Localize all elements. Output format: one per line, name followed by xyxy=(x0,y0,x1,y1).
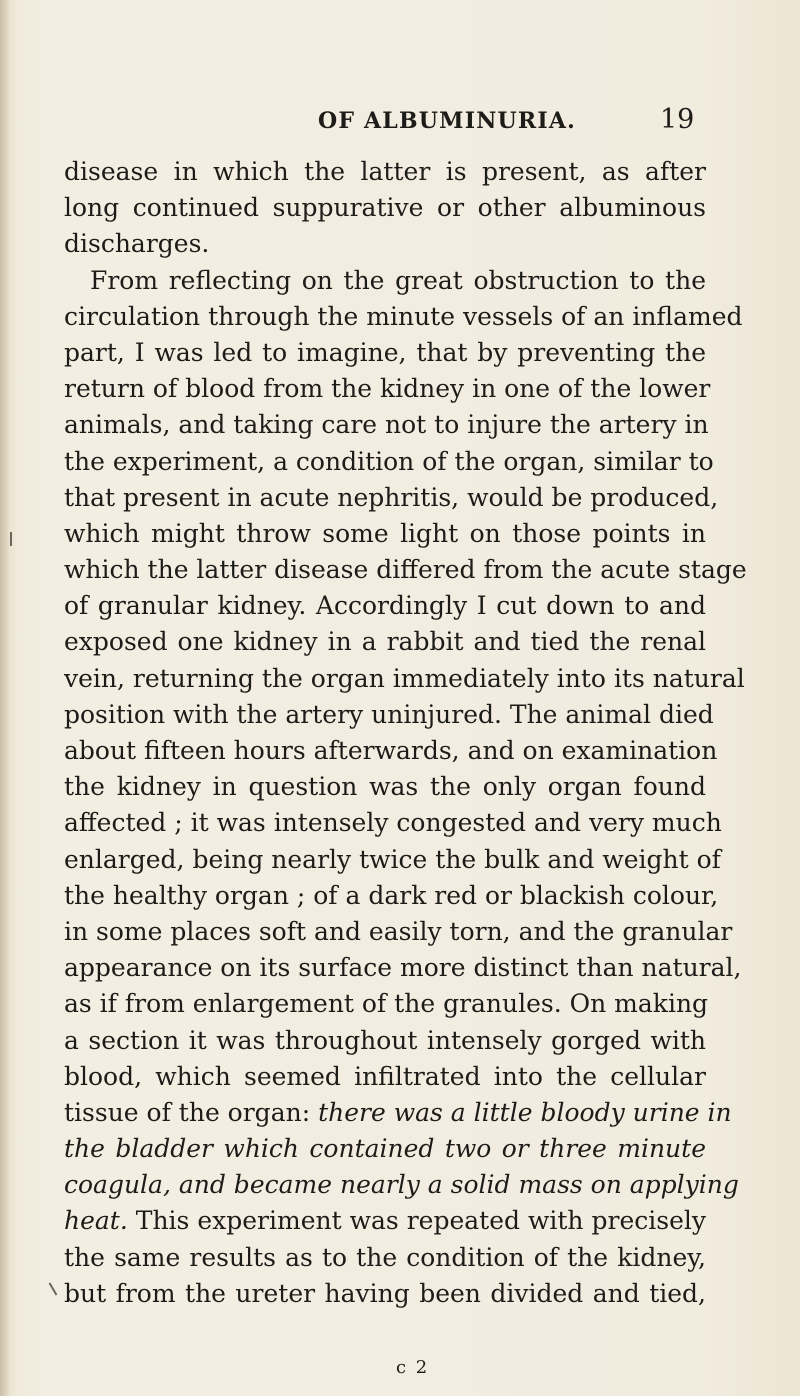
text-line: that present in acute nephritis, would be produced, xyxy=(64,482,719,512)
text-line: a section it was throughout intensely gorged with xyxy=(64,1025,706,1055)
text-line: but from the ureter having been divided and tied, xyxy=(64,1278,706,1308)
page-gutter xyxy=(0,0,10,1396)
text-line: about fifteen hours afterwards, and on examination xyxy=(64,736,718,765)
text-line: as if from enlargement of the granules. On making xyxy=(64,989,709,1019)
text-line: which the latter disease differed from the acute stage xyxy=(64,555,747,585)
italic-text: there was a little bloody urine in xyxy=(318,1097,732,1127)
running-head: OF ALBUMINURIA. xyxy=(318,108,577,134)
text-line: return of blood from the kidney in one of the lower xyxy=(64,374,711,404)
text-line-mixed xyxy=(64,1095,732,1131)
text-line: part, I was led to imagine, that by preventing the xyxy=(64,337,706,367)
text-line-mixed xyxy=(64,1203,706,1239)
signature-mark: c 2 xyxy=(396,1357,430,1378)
paragraph-start-line: From reflecting on the great obstruction to the xyxy=(90,265,706,295)
text-line: exposed one kidney in a rabbit and tied the renal xyxy=(64,627,706,657)
text-line: disease in which the latter is present, as after xyxy=(64,157,706,186)
text-line: the experiment, a condition of the organ, similar to xyxy=(64,446,714,476)
text-line: discharges. xyxy=(64,229,210,259)
italic-text: heat. xyxy=(64,1206,128,1236)
text-line: position with the artery uninjured. The animal died xyxy=(64,699,714,729)
text-line: vein, returning the organ immediately into its natural xyxy=(64,663,745,693)
roman-text: This experiment was repeated with precisely xyxy=(127,1206,706,1236)
page-header xyxy=(0,104,800,138)
text-line: which might throw some light on those points in xyxy=(64,518,706,548)
text-line: blood, which seemed infiltrated into the cellular xyxy=(64,1061,706,1091)
text-line: circulation through the minute vessels of an inflamed xyxy=(64,301,743,331)
text-line: animals, and taking care not to injure the artery in xyxy=(64,410,709,440)
text-line: the healthy organ ; of a dark red or blackish colour, xyxy=(64,880,719,910)
body-text xyxy=(64,154,747,1312)
text-line: of granular kidney. Accordingly I cut down to and xyxy=(64,591,706,621)
italic-line: coagula, and became nearly a solid mass on applying xyxy=(64,1170,739,1200)
text-line: in some places soft and easily torn, and the granular xyxy=(64,916,733,946)
italic-line: the bladder which contained two or three minute xyxy=(64,1134,706,1164)
text-line: appearance on its surface more distinct than natural, xyxy=(64,953,742,983)
page-number: 19 xyxy=(660,104,695,135)
print-mark xyxy=(49,1282,58,1295)
text-line: affected ; it was intensely congested and very much xyxy=(64,808,722,838)
text-line: the same results as to the condition of the kidney, xyxy=(64,1242,706,1272)
print-mark xyxy=(10,532,12,546)
text-line: the kidney in question was the only organ found xyxy=(64,772,706,802)
roman-text: tissue of the organ: xyxy=(64,1097,319,1127)
text-line: long continued suppurative or other albuminous xyxy=(64,193,706,223)
text-line: enlarged, being nearly twice the bulk and weight of xyxy=(64,844,721,874)
